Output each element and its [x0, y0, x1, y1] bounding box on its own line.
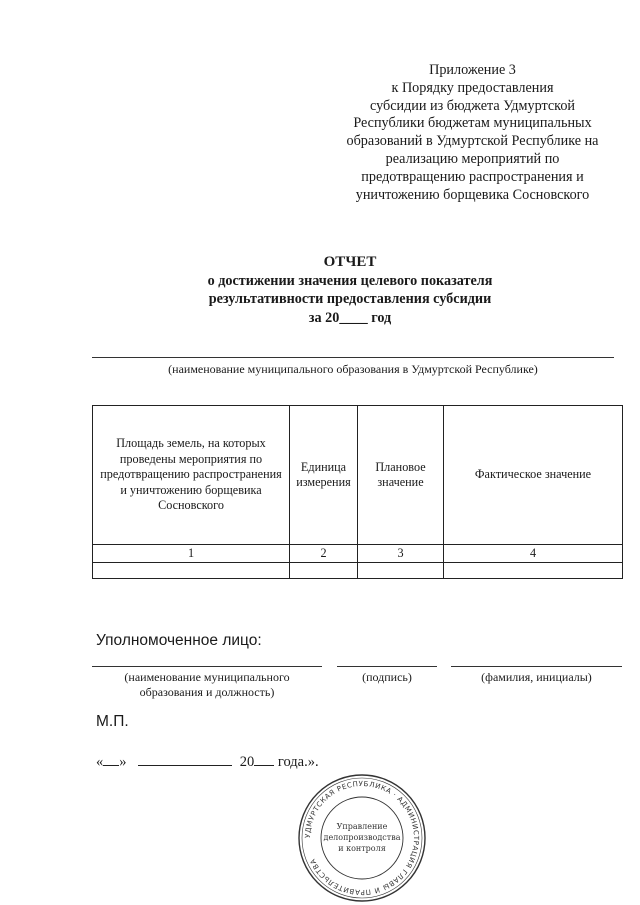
empty-cell[interactable]	[358, 563, 444, 579]
seal-center-line: и контроля	[338, 844, 386, 853]
year-suffix: года.».	[274, 754, 319, 770]
signature-blank-line	[337, 666, 437, 667]
date-line	[96, 752, 319, 771]
empty-cell[interactable]	[93, 563, 290, 579]
column-number: 2	[290, 545, 358, 563]
appendix-line: Республики бюджетам муниципальных	[353, 115, 592, 132]
date-open-quote: «	[96, 754, 104, 770]
municipality-blank-line	[92, 357, 614, 358]
name-caption: (фамилия, инициалы)	[481, 670, 592, 684]
authorized-person-label: Уполномоченное лицо:	[96, 632, 262, 649]
title-main: ОТЧЕТ	[323, 254, 377, 270]
position-blank-line	[92, 666, 322, 667]
seal-center-line: делопроизводства	[323, 833, 401, 842]
seal-outer-text: УДМУРТСКАЯ РЕСПУБЛИКА · АДМИНИСТРАЦИЯ ГЛАВЫ И ПРАВИТЕЛЬСТВА	[303, 779, 421, 897]
appendix-line: Приложение 3	[429, 62, 516, 78]
appendix-line: реализацию мероприятий по	[385, 150, 560, 167]
report-table	[92, 405, 623, 579]
name-blank-line	[451, 666, 622, 667]
position-caption-line: (наименование муниципального	[124, 670, 290, 684]
appendix-line: субсидии из бюджета Удмуртской	[369, 97, 576, 114]
report-title	[150, 253, 550, 327]
header-plan: Плановое значение	[358, 406, 444, 545]
month-blank[interactable]	[138, 752, 232, 766]
header-unit: Единица измерения	[290, 406, 358, 545]
empty-cell[interactable]	[290, 563, 358, 579]
appendix-line: предотвращению распространения и	[361, 168, 584, 185]
position-caption-line: образования и должность)	[139, 685, 275, 699]
appendix-line: образований в Удмуртской Республике на	[346, 133, 599, 150]
column-number: 3	[358, 545, 444, 563]
official-seal	[297, 773, 427, 903]
header-area: Площадь земель, на которых проведены мероприятия по предотвращению распространения и уничтожению борщевика Сосновского	[93, 406, 290, 545]
seal-center-line: Управление	[336, 822, 388, 831]
appendix-line: уничтожению борщевика Сосновского	[355, 186, 590, 203]
municipality-caption: (наименование муниципального образования в Удмуртской Республике)	[168, 362, 538, 376]
position-caption	[92, 670, 322, 700]
signature-caption: (подпись)	[362, 670, 412, 684]
column-number: 4	[444, 545, 623, 563]
stamp-place-label: М.П.	[96, 713, 129, 730]
column-number: 1	[93, 545, 290, 563]
year-prefix: 20	[239, 754, 255, 770]
day-blank[interactable]	[103, 752, 119, 766]
year-blank[interactable]	[254, 752, 274, 766]
seal-center-text	[324, 822, 401, 853]
title-year: за 20____ год	[308, 309, 392, 326]
header-fact: Фактическое значение	[444, 406, 623, 545]
title-line: результативности предоставления субсидии	[208, 291, 492, 307]
appendix-block	[335, 62, 610, 204]
title-line: о достижении значения целевого показателя	[207, 272, 493, 289]
empty-cell[interactable]	[444, 563, 623, 579]
date-close-quote: »	[119, 754, 127, 770]
appendix-line: к Порядку предоставления	[391, 79, 554, 96]
